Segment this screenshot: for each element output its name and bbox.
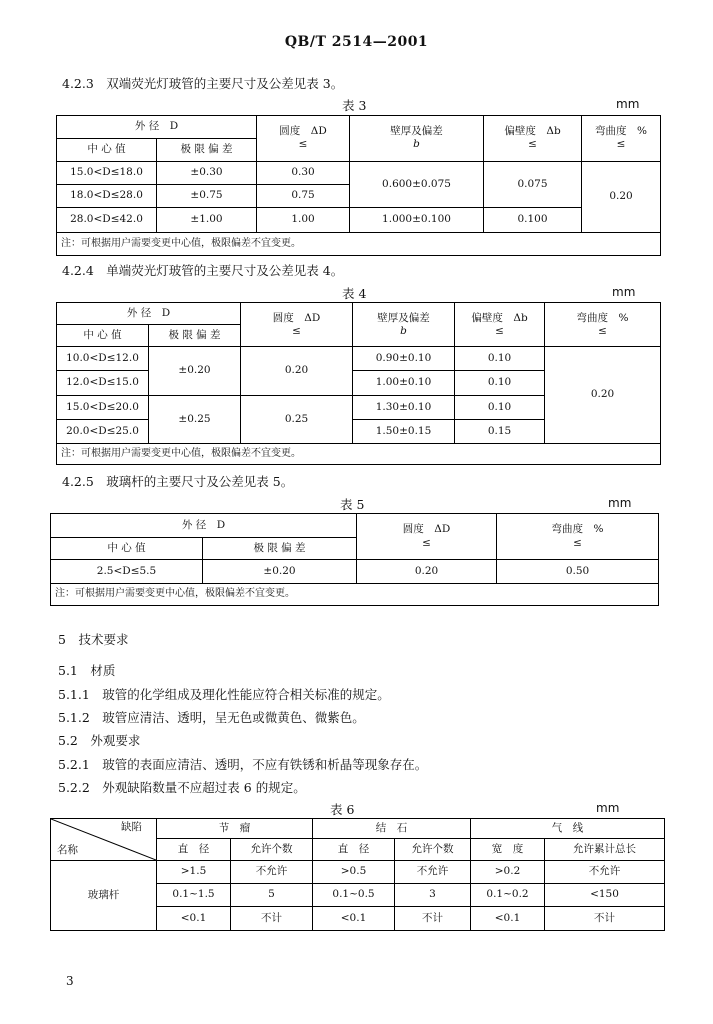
- table-cell: 0.20: [241, 347, 353, 395]
- t5-h-center: 中 心 值: [51, 538, 203, 560]
- table-cell: 1.00: [257, 207, 350, 232]
- t6-h-bubble: 气 线: [471, 819, 665, 839]
- table-cell: 0.1~0.5: [313, 884, 395, 907]
- table4-note: 注：可根据用户需要变更中心值，极限偏差不宜变更。: [57, 443, 661, 464]
- section-5-title: 5 技术要求: [58, 632, 129, 647]
- table-cell: 0.20: [545, 347, 661, 444]
- table-cell: ±1.00: [157, 207, 257, 232]
- t5-h-outer: 外 径 D: [51, 514, 357, 538]
- clause-4-2-3: 4.2.3 双端荧光灯玻管的主要尺寸及公差见表 3。: [62, 76, 344, 91]
- t3-h-center: 中 心 值: [57, 138, 157, 161]
- clause-5-1-1: 5.1.1 玻管的化学组成及理化性能应符合相关标准的规定。: [58, 687, 390, 702]
- table-cell: <150: [545, 884, 665, 907]
- t6-h-defect: 缺陷: [121, 821, 142, 833]
- table-cell: <0.1: [157, 907, 231, 931]
- table-cell: 0.1~1.5: [157, 884, 231, 907]
- t6-h-dia1: 直 径: [157, 839, 231, 861]
- t4-h-bend: 弯曲度 % ≤: [545, 303, 661, 347]
- table-cell: 0.1~0.2: [471, 884, 545, 907]
- clause-5-1: 5.1 材质: [58, 663, 116, 678]
- table-cell: 0.30: [257, 161, 350, 184]
- table-cell: 18.0<D≤28.0: [57, 184, 157, 207]
- table-cell: ±0.20: [203, 560, 357, 584]
- table-cell: 20.0<D≤25.0: [57, 419, 149, 443]
- table4-caption: 表 4: [342, 286, 367, 301]
- table-cell: 不允许: [395, 861, 471, 884]
- table-cell: 0.075: [484, 161, 582, 207]
- table-cell: 3: [395, 884, 471, 907]
- table4-unit: mm: [612, 285, 636, 299]
- table-4: [56, 302, 661, 465]
- table-5: [50, 513, 659, 606]
- table-cell: 0.50: [497, 560, 659, 584]
- t3-h-ecc: 偏壁度 Δb ≤: [484, 116, 582, 162]
- clause-5-2: 5.2 外观要求: [58, 733, 141, 748]
- t5-h-round: 圆度 ΔD ≤: [357, 514, 497, 560]
- document-header: QB/T 2514—2001: [284, 34, 429, 50]
- table-cell: 不计: [545, 907, 665, 931]
- t6-h-cnt2: 允许个数: [395, 839, 471, 861]
- clause-4-2-4: 4.2.4 单端荧光灯玻管的主要尺寸及公差见表 4。: [62, 263, 344, 278]
- table-cell: 2.5<D≤5.5: [51, 560, 203, 584]
- t4-h-round: 圆度 ΔD ≤: [241, 303, 353, 347]
- t5-h-dev: 极 限 偏 差: [203, 538, 357, 560]
- table-cell: 15.0<D≤18.0: [57, 161, 157, 184]
- t6-corner-cell: [51, 819, 157, 861]
- t6-h-len: 允许累计总长: [545, 839, 665, 861]
- table-cell: 1.30±0.10: [353, 395, 455, 419]
- table-cell: >0.2: [471, 861, 545, 884]
- t3-h-dev: 极 限 偏 差: [157, 138, 257, 161]
- t4-h-ecc: 偏壁度 Δb ≤: [455, 303, 545, 347]
- table-cell: 0.100: [484, 207, 582, 232]
- table-cell: 不允许: [231, 861, 313, 884]
- table-cell: 0.10: [455, 395, 545, 419]
- table-cell: ±0.30: [157, 161, 257, 184]
- clause-5-2-2: 5.2.2 外观缺陷数量不应超过表 6 的规定。: [58, 780, 306, 795]
- t6-h-dia2: 直 径: [313, 839, 395, 861]
- t4-h-center: 中 心 值: [57, 325, 149, 347]
- table3-caption: 表 3: [342, 98, 367, 113]
- t6-h-knot: 节 瘤: [157, 819, 313, 839]
- table-cell: 10.0<D≤12.0: [57, 347, 149, 371]
- table-cell: 0.10: [455, 371, 545, 395]
- t3-h-bend: 弯曲度 % ≤: [582, 116, 661, 162]
- table-cell: 0.20: [357, 560, 497, 584]
- table-cell: 5: [231, 884, 313, 907]
- table3-note: 注：可根据用户需要变更中心值，极限偏差不宜变更。: [57, 233, 661, 256]
- table5-caption: 表 5: [340, 497, 365, 512]
- table-cell: 0.90±0.10: [353, 347, 455, 371]
- table-cell: 1.50±0.15: [353, 419, 455, 443]
- table-cell: 28.0<D≤42.0: [57, 207, 157, 232]
- t6-h-cnt1: 允许个数: [231, 839, 313, 861]
- table-cell: ±0.25: [149, 395, 241, 443]
- t4-h-dev: 极 限 偏 差: [149, 325, 241, 347]
- t6-h-width: 宽 度: [471, 839, 545, 861]
- t3-h-round: 圆度 ΔD ≤: [257, 116, 350, 162]
- clause-5-1-2: 5.1.2 玻管应清洁、透明，呈无色或微黄色、微紫色。: [58, 710, 365, 725]
- table-cell: 不计: [231, 907, 313, 931]
- table-cell: 0.600±0.075: [350, 161, 484, 207]
- t6-h-stone: 结 石: [313, 819, 471, 839]
- t3-h-wall: 壁厚及偏差 b: [350, 116, 484, 162]
- table5-note: 注：可根据用户需要变更中心值，极限偏差不宜变更。: [51, 584, 659, 606]
- table-cell: ±0.20: [149, 347, 241, 395]
- table-cell: 0.20: [582, 161, 661, 232]
- table-cell: 0.15: [455, 419, 545, 443]
- table-cell: ±0.75: [157, 184, 257, 207]
- clause-5-2-1: 5.2.1 玻管的表面应清洁、透明，不应有铁锈和析晶等现象存在。: [58, 757, 428, 772]
- table-3: [56, 115, 661, 256]
- table6-caption: 表 6: [330, 802, 355, 817]
- t3-h-outer: 外 径 D: [57, 116, 257, 139]
- table-cell: >0.5: [313, 861, 395, 884]
- table6-unit: mm: [596, 801, 620, 815]
- table-cell: 1.00±0.10: [353, 371, 455, 395]
- table-cell: 12.0<D≤15.0: [57, 371, 149, 395]
- clause-4-2-5: 4.2.5 玻璃杆的主要尺寸及公差见表 5。: [62, 474, 294, 489]
- table-cell: 0.25: [241, 395, 353, 443]
- table-cell: 不允许: [545, 861, 665, 884]
- table-cell: 1.000±0.100: [350, 207, 484, 232]
- table-cell: <0.1: [313, 907, 395, 931]
- table-cell: 0.75: [257, 184, 350, 207]
- t4-h-outer: 外 径 D: [57, 303, 241, 325]
- page-number: 3: [66, 974, 74, 988]
- table-cell: 15.0<D≤20.0: [57, 395, 149, 419]
- table-cell: 0.10: [455, 347, 545, 371]
- table-cell: >1.5: [157, 861, 231, 884]
- t6-h-name: 名称: [57, 843, 78, 856]
- t4-h-wall: 壁厚及偏差 b: [353, 303, 455, 347]
- table5-unit: mm: [608, 496, 632, 510]
- t5-h-bend: 弯曲度 % ≤: [497, 514, 659, 560]
- table-cell: 不计: [395, 907, 471, 931]
- t6-row-name: 玻璃杆: [51, 861, 157, 931]
- table3-unit: mm: [616, 97, 640, 111]
- table-6: [50, 818, 665, 931]
- table-cell: <0.1: [471, 907, 545, 931]
